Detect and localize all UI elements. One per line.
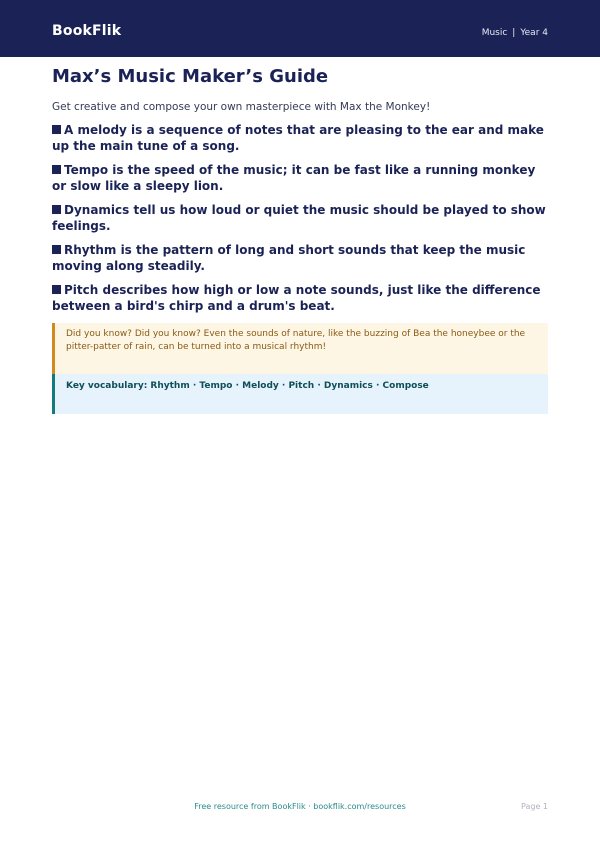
top-header-bar — [0, 0, 600, 57]
square-bullet-icon — [52, 285, 61, 294]
list-item-text: Tempo is the speed of the music; it can be fast like a running monkey or slow like a sleepy lion. — [52, 163, 536, 193]
list-item — [52, 122, 548, 154]
list-item — [52, 282, 548, 314]
list-item — [52, 162, 548, 194]
page-number: Page 1 — [521, 802, 548, 811]
year-label: Year 4 — [520, 28, 548, 38]
key-vocabulary-box: Key vocabulary: Rhythm · Tempo · Melody · Pitch · Dynamics · Compose — [52, 374, 548, 414]
brand-logo-text[interactable]: BookFlik — [52, 23, 122, 39]
footer-resource-link[interactable]: Free resource from BookFlik · bookflik.com/resources — [194, 802, 406, 811]
list-item-text: A melody is a sequence of notes that are pleasing to the ear and make up the main tune of a song. — [52, 123, 544, 153]
meta-separator: | — [512, 28, 516, 38]
key-points-list — [52, 122, 548, 314]
list-item — [52, 242, 548, 274]
list-item-text: Pitch describes how high or low a note sounds, just like the difference between a bird's chirp and a drum's beat. — [52, 283, 541, 313]
page-title: Max’s Music Maker’s Guide — [52, 66, 329, 87]
list-item-text: Rhythm is the pattern of long and short sounds that keep the music moving along steadily. — [52, 243, 526, 273]
square-bullet-icon — [52, 245, 61, 254]
square-bullet-icon — [52, 165, 61, 174]
intro-text: Get creative and compose your own masterpiece with Max the Monkey! — [52, 101, 431, 113]
subject-year-meta — [482, 28, 548, 38]
square-bullet-icon — [52, 205, 61, 214]
list-item-text: Dynamics tell us how loud or quiet the music should be played to show feelings. — [52, 203, 546, 233]
list-item — [52, 202, 548, 234]
square-bullet-icon — [52, 125, 61, 134]
subject-label: Music — [481, 28, 508, 38]
did-you-know-callout: Did you know? Did you know? Even the sounds of nature, like the buzzing of Bea the honeybee or the pitter-patter of rain, can be turned into a musical rhythm! — [52, 323, 548, 374]
main-content — [52, 66, 548, 414]
